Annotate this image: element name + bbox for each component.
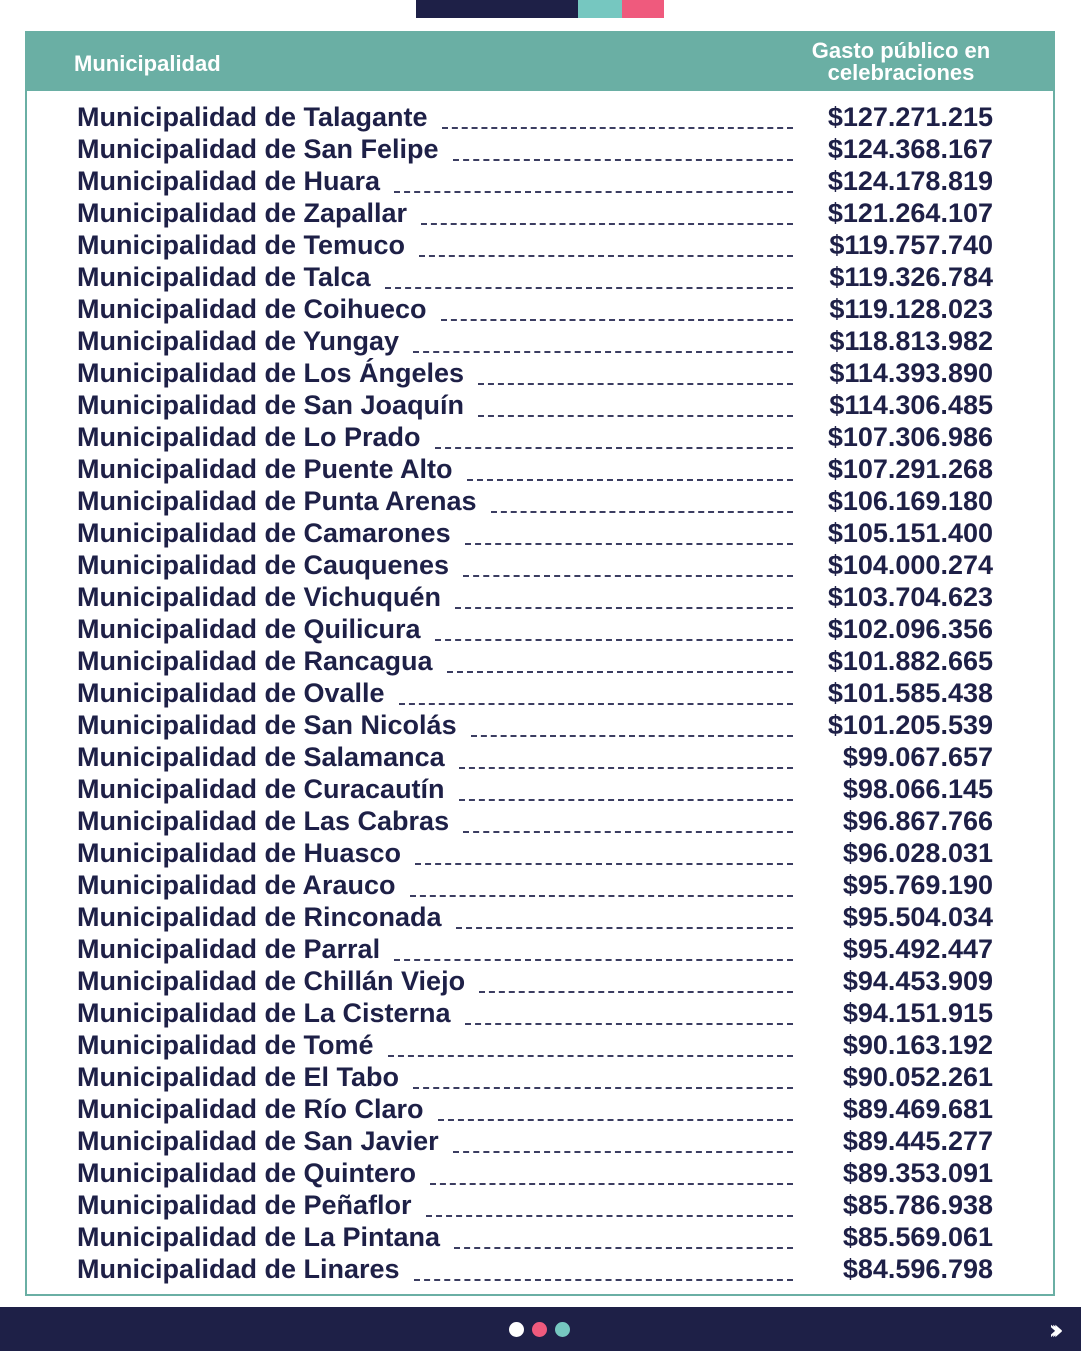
table-row: [77, 1221, 993, 1253]
table-row: [77, 709, 993, 741]
municipality-name: Municipalidad de San Joaquín: [77, 390, 465, 420]
municipality-name: Municipalidad de Huara: [77, 166, 381, 196]
municipality-name: Municipalidad de Rancagua: [77, 646, 433, 676]
spending-amount: $96.028.031: [842, 838, 993, 868]
spending-table: [25, 31, 1055, 1296]
dotted-leader: [463, 575, 793, 577]
municipality-name: Municipalidad de Camarones: [77, 518, 451, 548]
municipality-name: Municipalidad de Puente Alto: [77, 454, 453, 484]
municipality-name: Municipalidad de Parral: [77, 934, 381, 964]
table-row: [77, 517, 993, 549]
dotted-leader: [455, 607, 793, 609]
municipality-name: Municipalidad de Coihueco: [77, 294, 427, 324]
dotted-leader: [453, 1151, 793, 1153]
spending-amount: $89.469.681: [842, 1094, 993, 1124]
municipality-name: Municipalidad de Curacautín: [77, 774, 445, 804]
dotted-leader: [410, 895, 793, 897]
spending-amount: $95.492.447: [842, 934, 993, 964]
spending-amount: $104.000.274: [827, 550, 993, 580]
dotted-leader: [447, 671, 793, 673]
municipality-name: Municipalidad de Talagante: [77, 102, 428, 132]
stripe-pink: [622, 0, 664, 18]
table-row: [77, 1125, 993, 1157]
dotted-leader: [438, 1119, 793, 1121]
table-row: [77, 133, 993, 165]
dotted-leader: [421, 223, 793, 225]
table-header: [27, 33, 1053, 91]
table-row: [77, 965, 993, 997]
municipality-name: Municipalidad de San Felipe: [77, 134, 439, 164]
spending-amount: $103.704.623: [827, 582, 993, 612]
dotted-leader: [413, 1087, 793, 1089]
stripe-mint: [578, 0, 622, 18]
dotted-leader: [478, 383, 793, 385]
table-body: [77, 101, 993, 1285]
table-row: [77, 325, 993, 357]
table-row: [77, 165, 993, 197]
carousel-dot-1[interactable]: [509, 1322, 524, 1337]
municipality-name: Municipalidad de Temuco: [77, 230, 406, 260]
municipality-name: Municipalidad de Yungay: [77, 326, 400, 356]
municipality-name: Municipalidad de Huasco: [77, 838, 402, 868]
spending-amount: $102.096.356: [827, 614, 993, 644]
header-spending: Gasto público en celebraciones: [811, 38, 991, 85]
dotted-leader: [385, 287, 793, 289]
municipality-name: Municipalidad de Las Cabras: [77, 806, 450, 836]
table-row: [77, 1253, 993, 1285]
municipality-name: Municipalidad de Linares: [77, 1254, 400, 1284]
dotted-leader: [414, 1279, 793, 1281]
spending-amount: $101.882.665: [827, 646, 993, 676]
table-row: [77, 1157, 993, 1189]
municipality-name: Municipalidad de Talca: [77, 262, 371, 292]
dotted-leader: [435, 639, 793, 641]
table-row: [77, 549, 993, 581]
spending-amount: $101.205.539: [827, 710, 993, 740]
dotted-leader: [413, 351, 793, 353]
table-row: [77, 1093, 993, 1125]
spending-amount: $106.169.180: [827, 486, 993, 516]
spending-amount: $94.453.909: [842, 966, 993, 996]
table-row: [77, 613, 993, 645]
spending-amount: $90.163.192: [842, 1030, 993, 1060]
spending-amount: $124.178.819: [827, 166, 993, 196]
spending-amount: $107.291.268: [827, 454, 993, 484]
municipality-name: Municipalidad de Quilicura: [77, 614, 421, 644]
dotted-leader: [491, 511, 793, 513]
spending-amount: $98.066.145: [842, 774, 993, 804]
municipality-name: Municipalidad de Cauquenes: [77, 550, 450, 580]
spending-amount: $89.445.277: [842, 1126, 993, 1156]
dotted-leader: [467, 479, 793, 481]
dotted-leader: [459, 799, 793, 801]
footer-bar: [0, 1307, 1081, 1351]
spending-amount: $124.368.167: [827, 134, 993, 164]
dotted-leader: [394, 191, 793, 193]
table-row: [77, 581, 993, 613]
table-row: [77, 229, 993, 261]
dotted-leader: [430, 1183, 793, 1185]
table-row: [77, 261, 993, 293]
municipality-name: Municipalidad de Salamanca: [77, 742, 445, 772]
spending-amount: $121.264.107: [827, 198, 993, 228]
municipality-name: Municipalidad de La Pintana: [77, 1222, 441, 1252]
top-color-stripe: [416, 0, 664, 18]
municipality-name: Municipalidad de Lo Prado: [77, 422, 421, 452]
dotted-leader: [442, 127, 793, 129]
header-municipality: Municipalidad: [74, 51, 221, 76]
table-row: [77, 645, 993, 677]
dotted-leader: [453, 159, 793, 161]
spending-amount: $96.867.766: [842, 806, 993, 836]
spending-amount: $119.326.784: [829, 262, 993, 292]
municipality-name: Municipalidad de Vichuquén: [77, 582, 442, 612]
municipality-name: Municipalidad de Quintero: [77, 1158, 417, 1188]
table-row: [77, 357, 993, 389]
dotted-leader: [463, 831, 793, 833]
dotted-leader: [441, 319, 793, 321]
dotted-leader: [426, 1215, 793, 1217]
table-row: [77, 293, 993, 325]
municipality-name: Municipalidad de Rinconada: [77, 902, 442, 932]
municipality-name: Municipalidad de Los Ángeles: [77, 358, 465, 388]
stripe-navy: [416, 0, 578, 18]
municipality-name: Municipalidad de Peñaflor: [77, 1190, 412, 1220]
municipality-name: Municipalidad de San Javier: [77, 1126, 439, 1156]
dotted-leader: [459, 767, 793, 769]
table-row: [77, 389, 993, 421]
table-row: [77, 837, 993, 869]
spending-amount: $95.769.190: [842, 870, 993, 900]
spending-amount: $114.393.890: [829, 358, 993, 388]
table-row: [77, 1189, 993, 1221]
municipality-name: Municipalidad de La Cisterna: [77, 998, 451, 1028]
spending-amount: $114.306.485: [829, 390, 993, 420]
spending-amount: $95.504.034: [842, 902, 993, 932]
municipality-name: Municipalidad de Punta Arenas: [77, 486, 477, 516]
municipality-name: Municipalidad de Ovalle: [77, 678, 385, 708]
municipality-name: Municipalidad de Arauco: [77, 870, 396, 900]
spending-amount: $127.271.215: [827, 102, 993, 132]
table-row: [77, 677, 993, 709]
dotted-leader: [454, 1247, 793, 1249]
spending-amount: $119.128.023: [829, 294, 993, 324]
table-row: [77, 1029, 993, 1061]
dotted-leader: [419, 255, 793, 257]
carousel-dot-2[interactable]: [532, 1322, 547, 1337]
municipality-name: Municipalidad de San Nicolás: [77, 710, 457, 740]
chevrons-right-icon[interactable]: ›››: [1048, 1313, 1055, 1346]
table-row: [77, 997, 993, 1029]
dotted-leader: [465, 543, 793, 545]
table-row: [77, 933, 993, 965]
spending-amount: $118.813.982: [829, 326, 993, 356]
spending-amount: $94.151.915: [842, 998, 993, 1028]
municipality-name: Municipalidad de Zapallar: [77, 198, 408, 228]
dotted-leader: [435, 447, 793, 449]
table-row: [77, 421, 993, 453]
spending-amount: $90.052.261: [842, 1062, 993, 1092]
dotted-leader: [479, 991, 793, 993]
table-row: [77, 901, 993, 933]
dotted-leader: [399, 703, 793, 705]
table-row: [77, 101, 993, 133]
spending-amount: $89.353.091: [842, 1158, 993, 1188]
table-row: [77, 453, 993, 485]
carousel-indicator: [509, 1322, 570, 1337]
spending-amount: $101.585.438: [827, 678, 993, 708]
municipality-name: Municipalidad de Tomé: [77, 1030, 374, 1060]
table-row: [77, 485, 993, 517]
table-row: [77, 1061, 993, 1093]
spending-amount: $119.757.740: [829, 230, 993, 260]
municipality-name: Municipalidad de Chillán Viejo: [77, 966, 466, 996]
table-row: [77, 773, 993, 805]
dotted-leader: [415, 863, 793, 865]
dotted-leader: [465, 1023, 793, 1025]
dotted-leader: [471, 735, 793, 737]
table-row: [77, 805, 993, 837]
dotted-leader: [394, 959, 793, 961]
dotted-leader: [478, 415, 793, 417]
table-row: [77, 869, 993, 901]
spending-amount: $84.596.798: [842, 1254, 993, 1284]
municipality-name: Municipalidad de Río Claro: [77, 1094, 424, 1124]
spending-amount: $85.569.061: [842, 1222, 993, 1252]
dotted-leader: [388, 1055, 793, 1057]
dotted-leader: [456, 927, 793, 929]
municipality-name: Municipalidad de El Tabo: [77, 1062, 400, 1092]
spending-amount: $85.786.938: [842, 1190, 993, 1220]
carousel-dot-3[interactable]: [555, 1322, 570, 1337]
table-row: [77, 197, 993, 229]
spending-amount: $99.067.657: [842, 742, 993, 772]
table-row: [77, 741, 993, 773]
spending-amount: $105.151.400: [827, 518, 993, 548]
spending-amount: $107.306.986: [827, 422, 993, 452]
